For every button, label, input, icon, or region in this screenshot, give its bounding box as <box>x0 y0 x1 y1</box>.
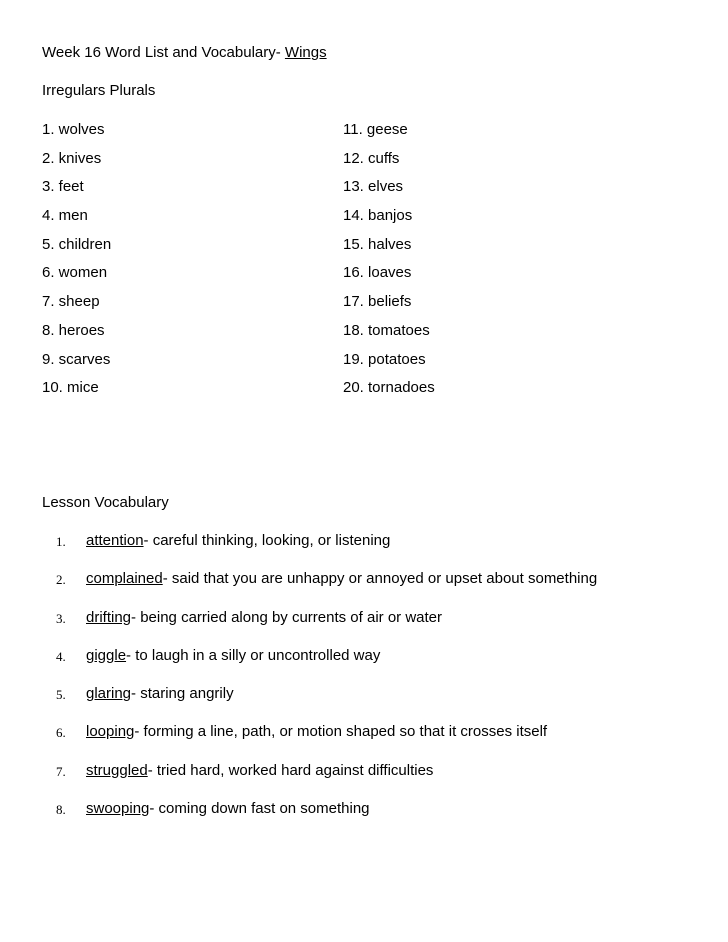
vocabulary-word: complained <box>86 570 163 588</box>
word-list-item: 3. feet <box>42 178 84 196</box>
word-list-item: 7. sheep <box>42 293 100 311</box>
vocabulary-definition: - forming a line, path, or motion shaped so that it crosses itself <box>134 723 548 741</box>
word-list-item: 8. heroes <box>42 321 105 339</box>
section-heading-plurals: Irregulars Plurals <box>42 82 156 99</box>
word-list-item: 4. men <box>42 207 88 225</box>
vocabulary-item-number: 6. <box>56 725 66 741</box>
vocabulary-item-number: 2. <box>56 572 66 588</box>
vocabulary-entry <box>86 532 390 550</box>
vocabulary-item-number: 4. <box>56 648 66 664</box>
vocabulary-word: looping <box>86 723 135 741</box>
vocabulary-definition: - staring angrily <box>131 685 234 703</box>
vocabulary-definition: - being carried along by currents of air or water <box>131 608 443 626</box>
vocabulary-entry <box>86 570 597 588</box>
word-list-item: 15. halves <box>343 235 412 253</box>
word-list-item: 1. wolves <box>42 121 105 138</box>
word-list-item: 17. beliefs <box>343 293 412 311</box>
word-list-item: 16. loaves <box>343 264 412 282</box>
vocabulary-word: attention <box>86 532 144 549</box>
word-list-right-column <box>343 121 435 408</box>
word-list-item: 12. cuffs <box>343 149 400 167</box>
word-list-item: 9. scarves <box>42 350 111 368</box>
vocabulary-definition: - coming down fast on something <box>149 800 370 818</box>
word-list-item: 19. potatoes <box>343 350 426 368</box>
vocabulary-item-number: 1. <box>56 534 66 549</box>
vocabulary-item-number: 5. <box>56 687 66 703</box>
vocabulary-entry <box>86 685 234 703</box>
vocabulary-definition: - careful thinking, looking, or listening <box>143 532 391 549</box>
vocabulary-word: drifting <box>86 608 132 626</box>
vocabulary-word: swooping <box>86 800 150 818</box>
title-story-name: Wings <box>284 44 327 61</box>
vocabulary-item-number: 8. <box>56 802 66 818</box>
vocabulary-entry <box>86 762 433 780</box>
vocabulary-definition: - to laugh in a silly or uncontrolled way <box>126 646 381 664</box>
word-list-item: 14. banjos <box>343 207 413 225</box>
vocabulary-item-number: 3. <box>56 610 66 626</box>
vocabulary-entry <box>86 723 547 741</box>
vocabulary-entry <box>86 800 370 818</box>
word-list-item: 2. knives <box>42 149 102 167</box>
vocabulary-definition: - tried hard, worked hard against difficulties <box>147 761 434 779</box>
word-list-item: 20. tornadoes <box>343 379 435 397</box>
vocabulary-item-number: 7. <box>56 763 66 779</box>
word-list-item: 13. elves <box>343 178 404 196</box>
word-list-item: 18. tomatoes <box>343 321 430 339</box>
page-title <box>42 44 327 61</box>
vocabulary-word: giggle <box>86 646 127 664</box>
word-list-item: 11. geese <box>343 121 408 138</box>
section-heading-vocabulary: Lesson Vocabulary <box>42 494 169 511</box>
title-prefix: Week 16 Word List and Vocabulary- <box>42 44 285 61</box>
word-list-item: 6. women <box>42 264 108 282</box>
vocabulary-word: struggled <box>86 761 148 779</box>
vocabulary-definition: - said that you are unhappy or annoyed or upset about something <box>162 570 598 588</box>
vocabulary-word: glaring <box>86 685 132 703</box>
word-list-left-column <box>42 121 111 408</box>
word-list-item: 5. children <box>42 235 112 253</box>
vocabulary-entry <box>86 609 442 627</box>
word-list-item: 10. mice <box>42 379 99 397</box>
vocabulary-entry <box>86 647 380 665</box>
